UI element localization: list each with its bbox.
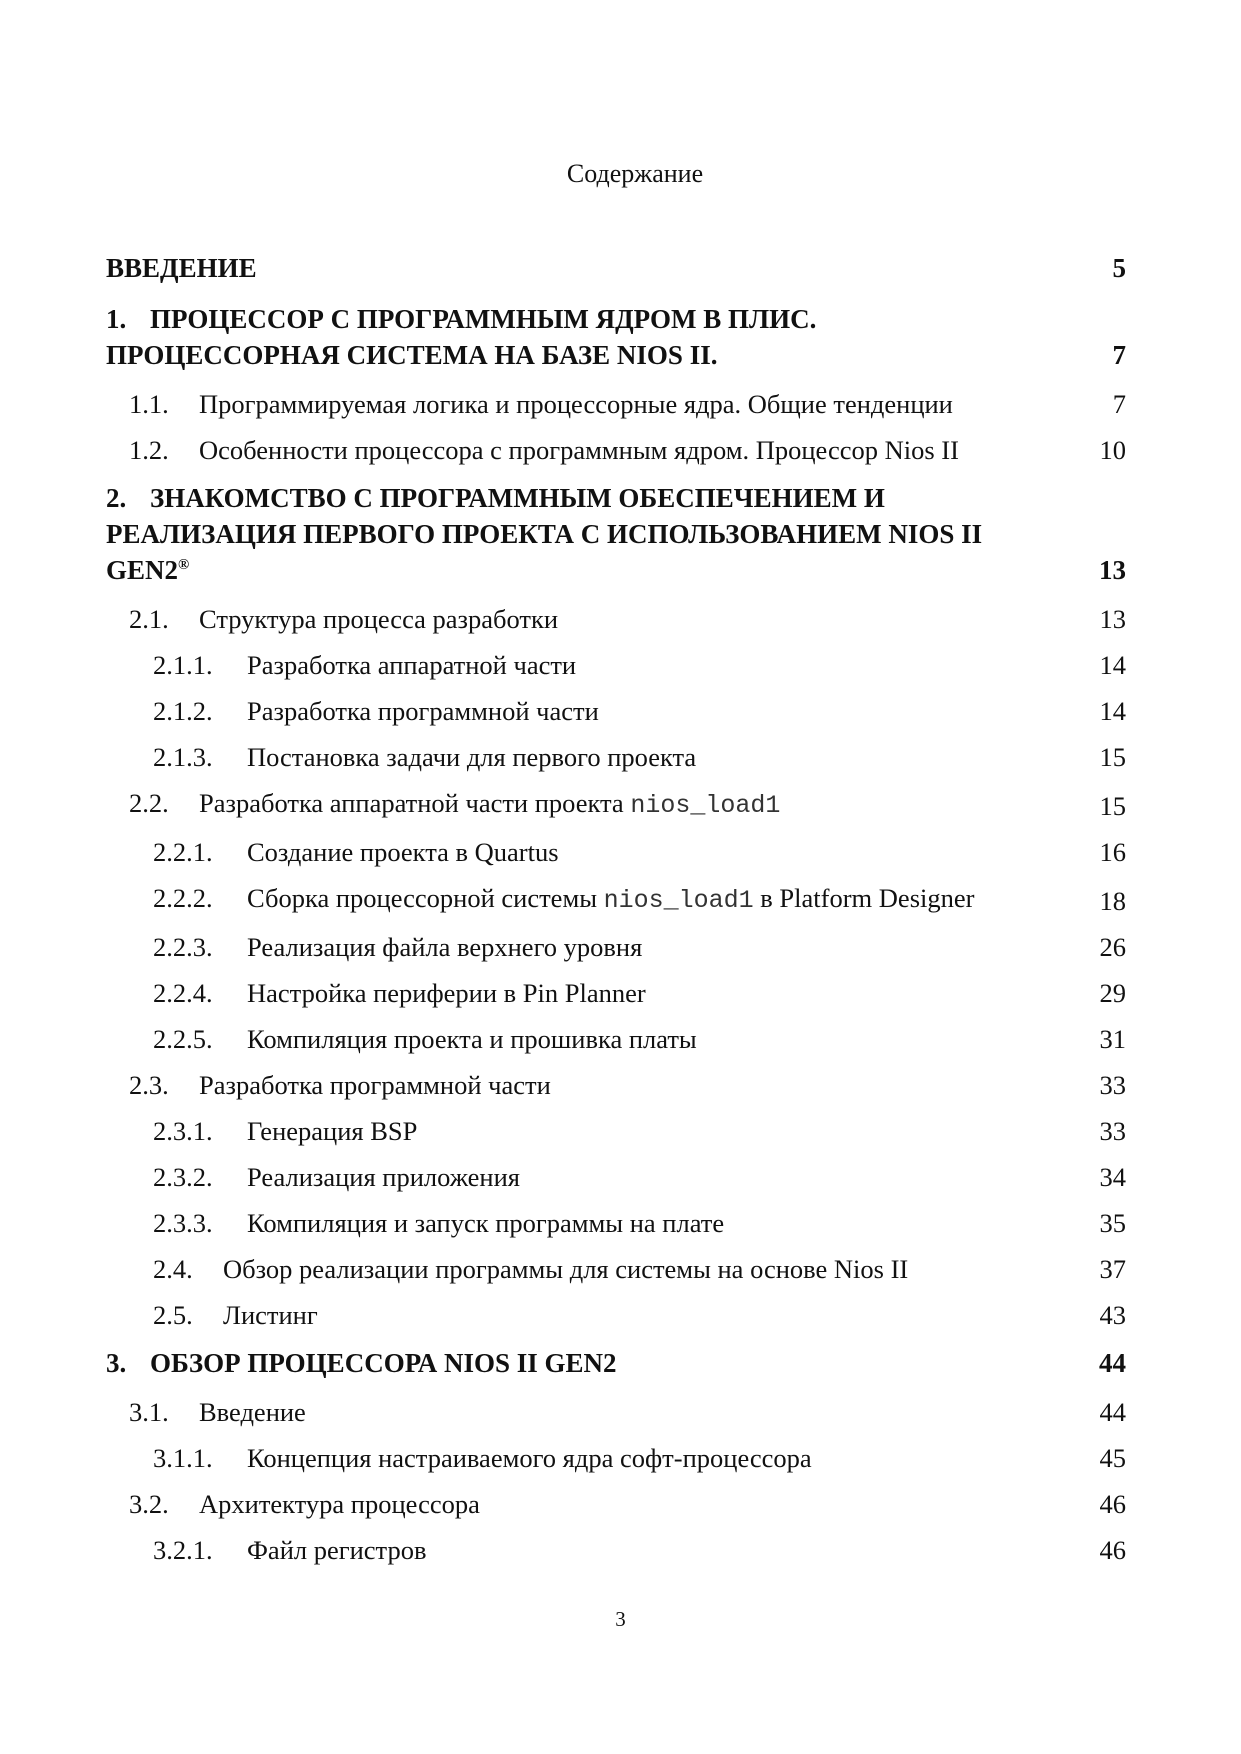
toc-title: Разработка аппаратной части проекта	[199, 788, 624, 818]
toc-entry-2-4[interactable]	[106, 1253, 1126, 1285]
toc-entry-2-3-2[interactable]	[106, 1161, 1126, 1193]
toc-entry-3-1[interactable]	[106, 1396, 1126, 1428]
toc-title: Программируемая логика и процессорные ядра. Общие тенденции	[199, 389, 953, 419]
toc-number: 2.2.4.	[153, 978, 213, 1008]
toc-page-number: 16	[1099, 837, 1126, 867]
toc-code-name: nios_load1	[603, 886, 754, 915]
toc-number: 3.2.1.	[153, 1535, 213, 1565]
toc-title-line: ПРОЦЕССОР С ПРОГРАММНЫМ ЯДРОМ В ПЛИС.	[150, 304, 817, 334]
toc-number: 2.1.1.	[153, 650, 213, 680]
toc-number: 2.3.	[129, 1070, 169, 1100]
toc-number: 2.2.1.	[153, 837, 213, 867]
toc-entry-2-2-1[interactable]	[106, 836, 1126, 868]
toc-title-line: GEN2	[106, 555, 179, 585]
toc-page-number: 18	[1099, 886, 1126, 916]
toc-page-number: 34	[1099, 1162, 1126, 1192]
toc-entry-chapter-2[interactable]	[106, 480, 1126, 588]
toc-entry-2-1-2[interactable]	[106, 695, 1126, 727]
toc-title: Разработка программной части	[199, 1070, 551, 1100]
toc-number: 1.2.	[129, 435, 169, 465]
toc-number: 2.2.5.	[153, 1024, 213, 1054]
toc-title: Компиляция проекта и прошивка платы	[247, 1024, 697, 1054]
toc-title: Разработка программной части	[247, 696, 599, 726]
toc-code-name: nios_load1	[630, 791, 781, 820]
toc-number: 1.	[106, 304, 127, 334]
toc-title-suffix: в Platform Designer	[760, 883, 975, 913]
toc-number: 2.1.3.	[153, 742, 213, 772]
toc-page-number: 46	[1099, 1535, 1126, 1565]
toc-page-number: 13	[1099, 555, 1126, 585]
toc-entry-2-3-1[interactable]	[106, 1115, 1126, 1147]
toc-title: Разработка аппаратной части	[247, 650, 577, 680]
toc-entry-2-5[interactable]	[106, 1299, 1126, 1331]
table-of-contents	[106, 250, 1126, 1580]
toc-page-number: 33	[1099, 1070, 1126, 1100]
toc-entry-2-2-4[interactable]	[106, 977, 1126, 1009]
toc-number: 2.3.3.	[153, 1208, 213, 1238]
toc-number: 2.1.	[129, 604, 169, 634]
toc-page-number: 31	[1099, 1024, 1126, 1054]
toc-page-number: 37	[1099, 1254, 1126, 1284]
toc-number: 3.	[106, 1348, 127, 1378]
toc-page-number: 35	[1099, 1208, 1126, 1238]
toc-number: 1.1.	[129, 389, 169, 419]
footer-page-number: 3	[615, 1607, 626, 1631]
registered-mark: ®	[178, 557, 190, 573]
toc-page-number: 7	[1112, 340, 1126, 370]
toc-entry-2-2-3[interactable]	[106, 931, 1126, 963]
toc-number: 2.	[106, 483, 127, 513]
toc-title: Настройка периферии в Pin Planner	[247, 978, 646, 1008]
toc-entry-chapter-1[interactable]	[106, 301, 1126, 373]
toc-entry-1-2[interactable]	[106, 434, 1126, 466]
toc-title: Обзор реализации программы для системы на основе Nios II	[223, 1254, 909, 1284]
toc-title: Структура процесса разработки	[199, 604, 559, 634]
toc-title: Листинг	[223, 1300, 318, 1330]
toc-entry-2-3-3[interactable]	[106, 1207, 1126, 1239]
toc-title-line: ПРОЦЕССОРНАЯ СИСТЕМА НА БАЗЕ NIOS II.	[106, 340, 718, 370]
toc-page-number: 15	[1099, 791, 1126, 821]
toc-number: 3.2.	[129, 1489, 169, 1519]
toc-title: Архитектура процессора	[199, 1489, 480, 1519]
toc-page-number: 29	[1099, 978, 1126, 1008]
toc-entry-1-1[interactable]	[106, 388, 1126, 420]
toc-page-number: 46	[1099, 1489, 1126, 1519]
toc-title: Постановка задачи для первого проекта	[247, 742, 697, 772]
toc-number: 2.3.1.	[153, 1116, 213, 1146]
toc-page-number: 14	[1099, 696, 1126, 726]
toc-title: Компиляция и запуск программы на плате	[247, 1208, 725, 1238]
toc-page-number: 7	[1112, 389, 1126, 419]
toc-title: Создание проекта в Quartus	[247, 837, 559, 867]
toc-page-number: 44	[1099, 1397, 1126, 1427]
toc-title: Файл регистров	[247, 1535, 427, 1565]
toc-number: 2.2.2.	[153, 883, 213, 913]
toc-entry-3-1-1[interactable]	[106, 1442, 1126, 1474]
toc-page-number: 14	[1099, 650, 1126, 680]
toc-page-number: 26	[1099, 932, 1126, 962]
page-title: Содержание	[566, 159, 704, 188]
toc-title: Особенности процессора с программным ядром. Процессор Nios II	[199, 435, 959, 465]
toc-title: Концепция настраиваемого ядра софт-процессора	[247, 1443, 812, 1473]
toc-page-number: 43	[1099, 1300, 1126, 1330]
toc-page-number: 5	[1112, 253, 1126, 283]
toc-entry-2-1-1[interactable]	[106, 649, 1126, 681]
toc-title: Сборка процессорной системы	[247, 883, 598, 913]
toc-page-number: 44	[1099, 1348, 1126, 1378]
toc-number: 2.2.	[129, 788, 169, 818]
toc-number: 3.1.1.	[153, 1443, 213, 1473]
toc-page-number: 15	[1099, 742, 1126, 772]
toc-number: 2.3.2.	[153, 1162, 213, 1192]
toc-title: Генерация BSP	[247, 1116, 418, 1146]
toc-title: Реализация приложения	[247, 1162, 520, 1192]
toc-number: 3.1.	[129, 1397, 169, 1427]
toc-entry-3-2[interactable]	[106, 1488, 1126, 1520]
toc-entry-2-1-3[interactable]	[106, 741, 1126, 773]
toc-entry-chapter-3[interactable]	[106, 1345, 1126, 1381]
toc-number: 2.5.	[153, 1300, 193, 1330]
toc-entry-2-3[interactable]	[106, 1069, 1126, 1101]
toc-title-line: ЗНАКОМСТВО С ПРОГРАММНЫМ ОБЕСПЕЧЕНИЕМ И	[150, 483, 885, 513]
toc-page-number: 33	[1099, 1116, 1126, 1146]
toc-entry-intro[interactable]	[106, 250, 1126, 286]
toc-title: Реализация файла верхнего уровня	[247, 932, 643, 962]
toc-page-number: 10	[1099, 435, 1126, 465]
toc-title: ОБЗОР ПРОЦЕССОРА NIOS II GEN2	[150, 1348, 617, 1378]
toc-page-number: 13	[1099, 604, 1126, 634]
toc-title-line: РЕАЛИЗАЦИЯ ПЕРВОГО ПРОЕКТА С ИСПОЛЬЗОВАНИЕМ NIOS II	[106, 519, 983, 549]
toc-entry-2-2[interactable]	[106, 787, 1126, 822]
toc-number: 2.2.3.	[153, 932, 213, 962]
toc-title: Введение	[199, 1397, 306, 1427]
toc-number: 2.4.	[153, 1254, 193, 1284]
toc-entry-3-2-1[interactable]	[106, 1534, 1126, 1566]
toc-entry-2-2-5[interactable]	[106, 1023, 1126, 1055]
toc-title: ВВЕДЕНИЕ	[106, 253, 257, 283]
toc-page-number: 45	[1099, 1443, 1126, 1473]
toc-entry-2-1[interactable]	[106, 603, 1126, 635]
toc-number: 2.1.2.	[153, 696, 213, 726]
toc-entry-2-2-2[interactable]	[106, 882, 1126, 917]
